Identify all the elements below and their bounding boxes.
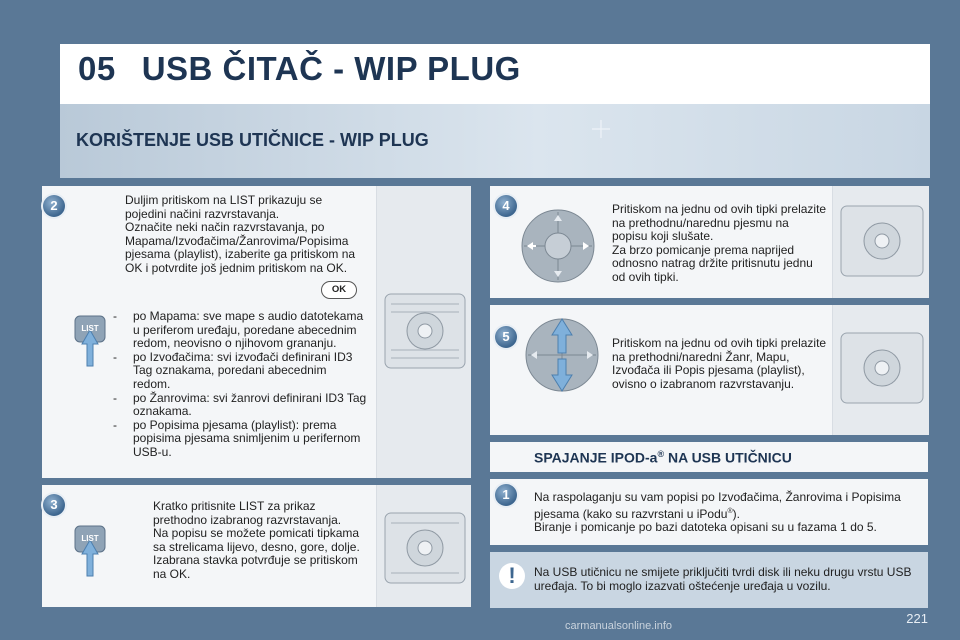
step-3-image bbox=[376, 485, 471, 607]
step-2-text: Duljim pritiskom na LIST prikazuju se pojedini načini razvrstavanja. Označite neki način razvrstavanja, po Mapama/Izvođačima/Žanrovima/Popisima pjesama (playlist), izaberite ga pritiskom na OK i potvrdite još jednim pritiskom na OK. bbox=[125, 193, 356, 275]
watermark: carmanualsonline.info bbox=[565, 620, 673, 632]
step-badge-5: 5 bbox=[495, 326, 517, 348]
step-4-text: Pritiskom na jednu od ovih tipki prelazite na prethodnu/narednu pjesmu na popisu koji slušate. Za brzo pomicanje prema naprijed odnosno natrag držite pritisnutu jednu od ovih tipki. bbox=[612, 202, 827, 284]
warning-icon: ! bbox=[499, 563, 525, 589]
chapter-title: USB ČITAČ - WIP PLUG bbox=[141, 50, 521, 87]
step-badge-4: 4 bbox=[495, 195, 517, 217]
step-1-text: Na raspolaganju su vam popisi po Izvođačima, Žanrovima i Popisima pjesama (kako su razvrstani u iPodu®). Biranje i pomicanje po bazi datoteka opisani su u fazama 1 do 5. bbox=[534, 490, 901, 535]
section-subtitle: KORIŠTENJE USB UTIČNICE - WIP PLUG bbox=[76, 130, 429, 150]
list-item: - po Žanrovima: svi žanrovi definirani ID3 Tag oznakama. bbox=[105, 392, 367, 419]
step-5-image bbox=[832, 305, 929, 435]
step-5-text: Pritiskom na jednu od ovih tipki prelazite na prethodni/naredni Žanr, Mapu, Izvođača ili Popis pjesama (playlist), ovisno o izabranom razvrstavanju. bbox=[612, 336, 827, 391]
ok-button-icon: OK bbox=[321, 281, 357, 299]
sort-options-list bbox=[105, 310, 367, 460]
control-panel-icon bbox=[377, 485, 471, 607]
step-badge-1: 1 bbox=[495, 484, 517, 506]
list-label: LIST bbox=[81, 534, 99, 543]
list-label: LIST bbox=[81, 324, 99, 333]
chapter-number: 05 bbox=[78, 50, 116, 87]
list-button-icon bbox=[72, 310, 108, 370]
step-3-text: Kratko pritisnite LIST za prikaz prethodno izabranog razvrstavanja. Na popisu se možete pomicati tipkama sa strelicama lijevo, desno, gore, dolje. Izabrana stavka potvrđuje se pritiskom na OK. bbox=[153, 499, 360, 581]
step-2-image bbox=[376, 186, 471, 478]
step-badge-2: 2 bbox=[43, 195, 65, 217]
list-item: - po Izvođačima: svi izvođači definirani ID3 Tag oznakama, poredani abecednim redom. bbox=[105, 351, 367, 392]
arrow-keys-icon bbox=[522, 315, 602, 395]
list-item: - po Mapama: sve mape s audio datotekama u periferom uređaju, poredane abecednim redom, neovisno o njihovom grananju. bbox=[105, 310, 367, 351]
control-panel-icon bbox=[377, 186, 471, 478]
page-number: 221 bbox=[906, 611, 928, 626]
warning-text: Na USB utičnicu ne smijete priključiti tvrdi disk ili neku drugu vrstu USB uređaja. To bi moglo izazvati oštećenje uređaja u vozilu. bbox=[534, 565, 912, 593]
step-badge-3: 3 bbox=[43, 494, 65, 516]
control-panel-icon bbox=[833, 186, 929, 298]
step-4-image bbox=[832, 186, 929, 298]
control-panel-icon bbox=[833, 305, 929, 435]
list-item: - po Popisima pjesama (playlist): prema popisima pjesama snimljenim u perifernom USB-u. bbox=[105, 419, 367, 460]
ipod-section-title: SPAJANJE IPOD-a® NA USB UTIČNICU bbox=[534, 449, 792, 466]
list-button-icon bbox=[72, 520, 108, 580]
page-title bbox=[78, 50, 521, 88]
plus-icon bbox=[590, 118, 612, 140]
arrow-keys-icon bbox=[518, 206, 598, 286]
